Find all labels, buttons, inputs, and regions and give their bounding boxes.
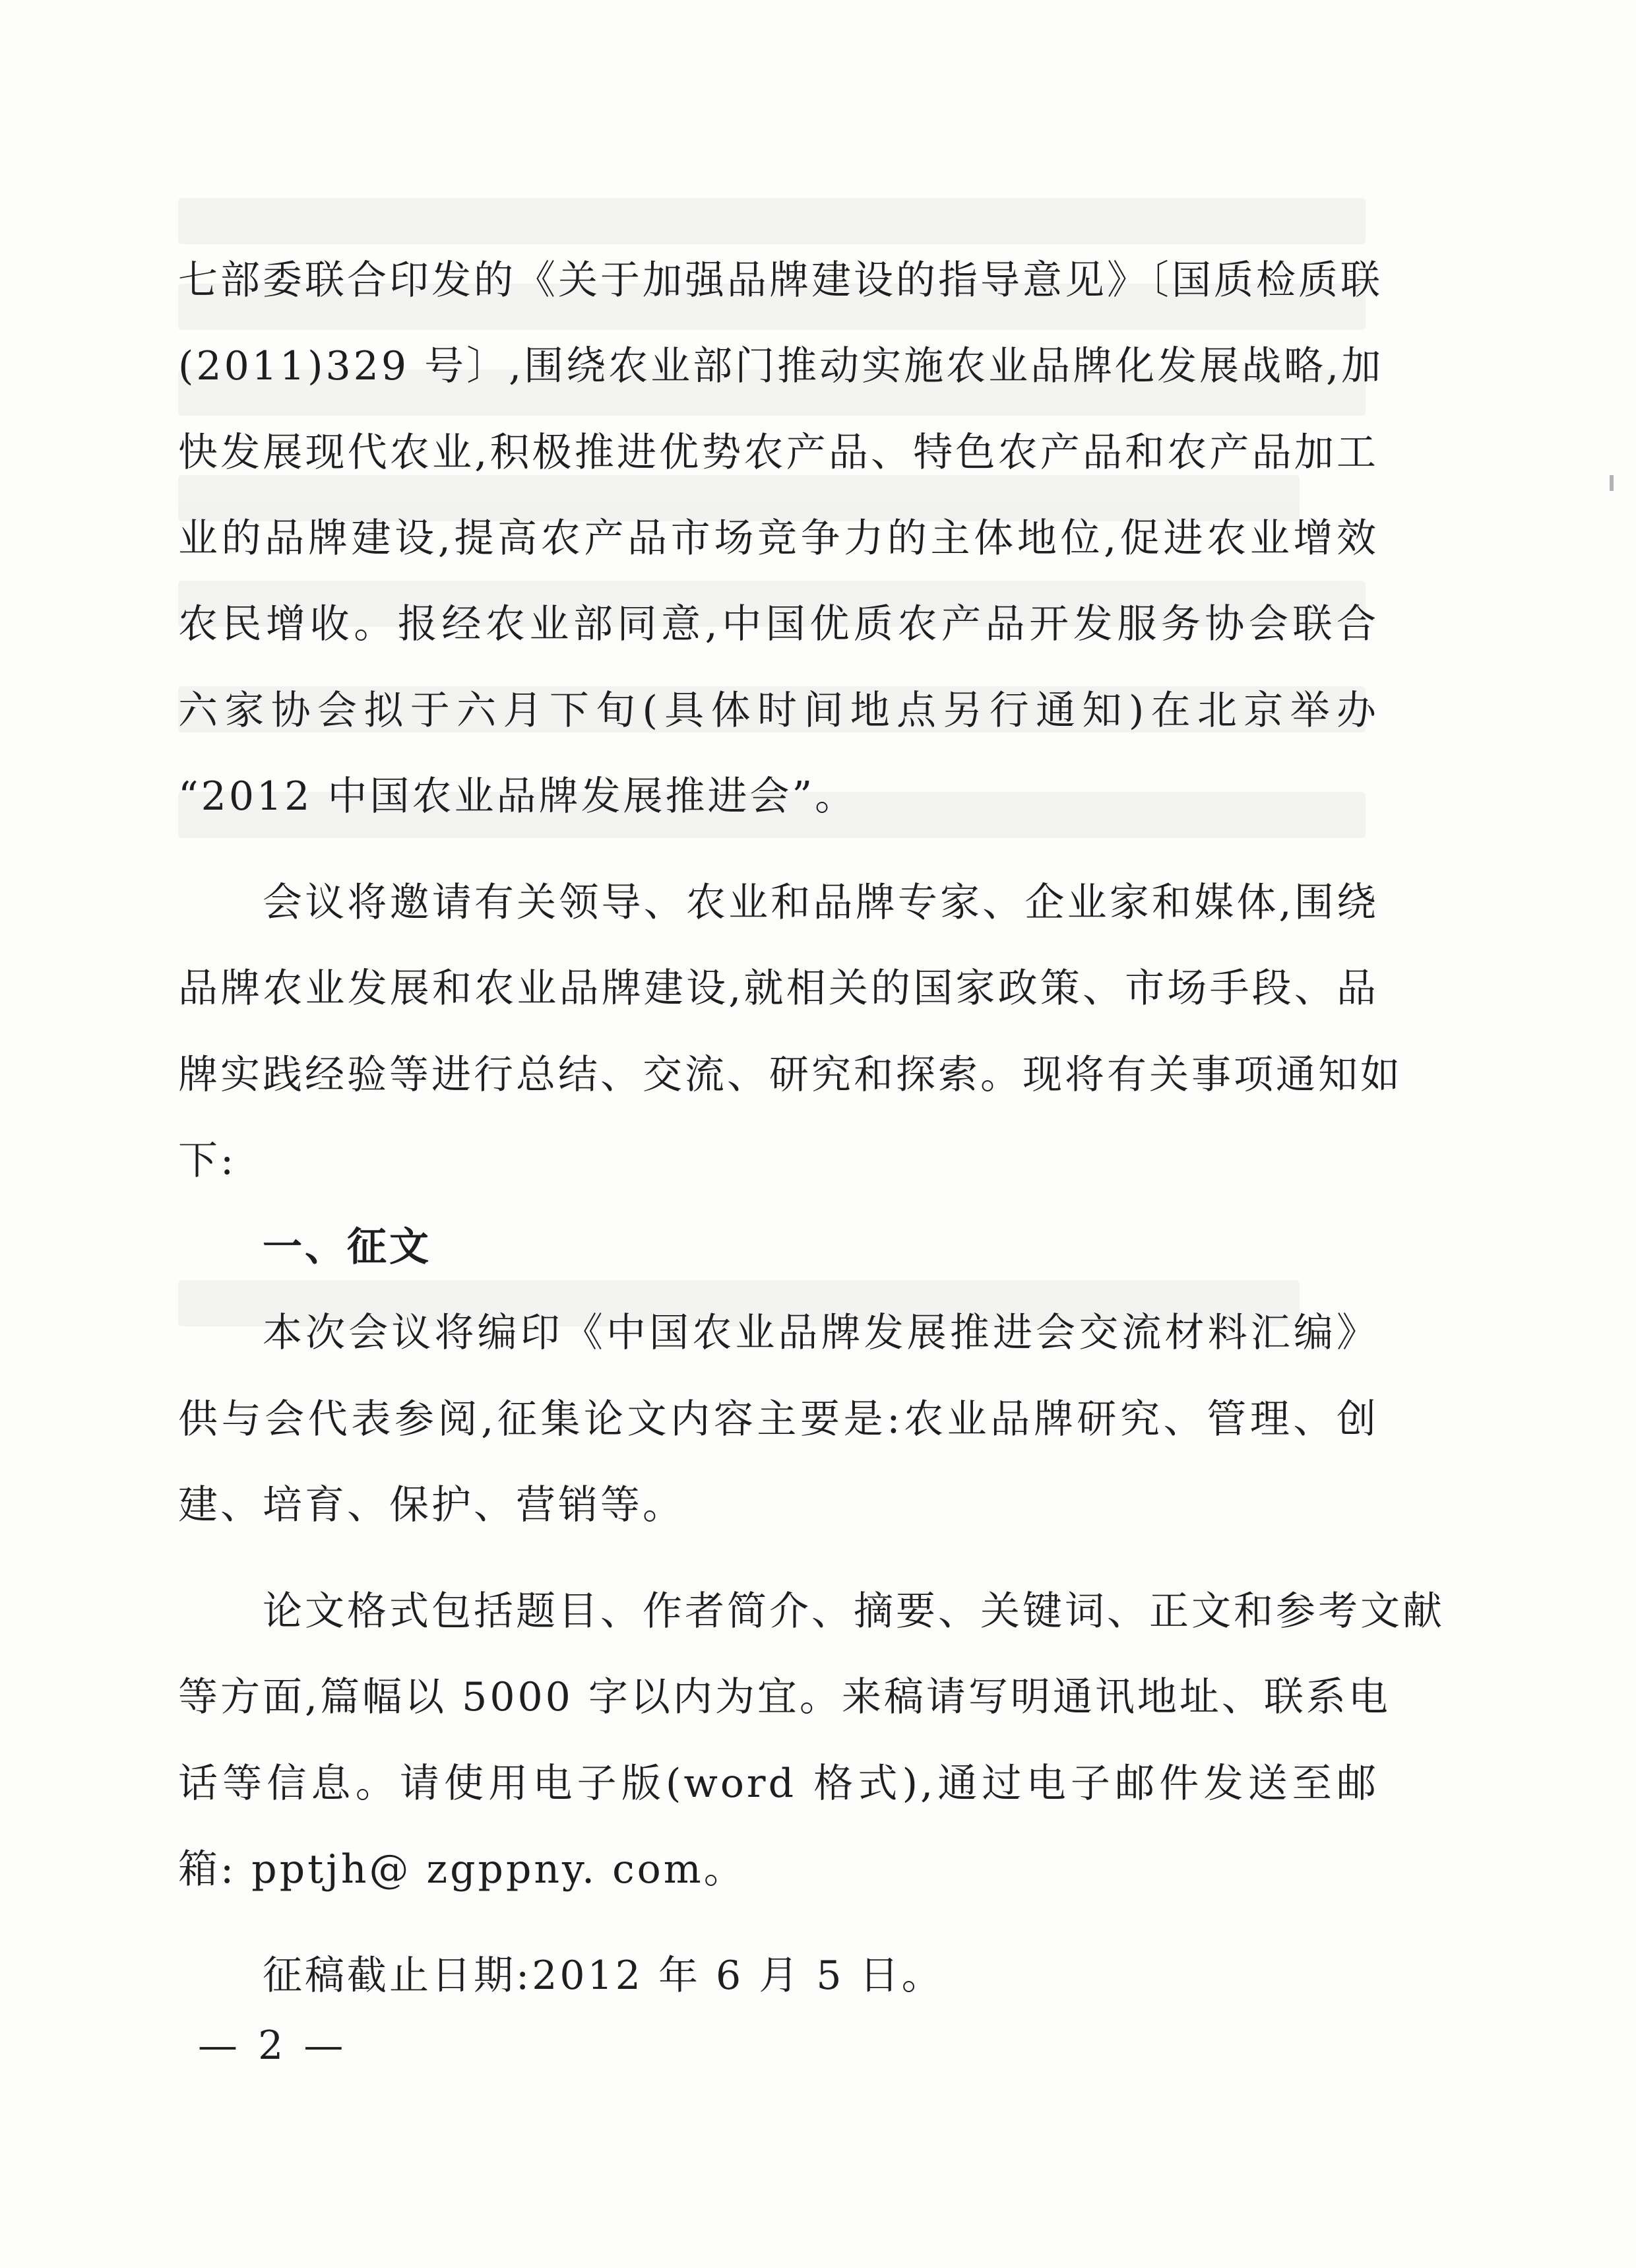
body-line: 七部委联合印发的《关于加强品牌建设的指导意见》〔国质检质联 [178,257,1383,304]
body-line: 本次会议将编印《中国农业品牌发展推进会交流材料汇编》 [263,1310,1379,1356]
body-line: (2011)329 号〕,围绕农业部门推动实施农业品牌化发展战略,加 [178,343,1384,389]
body-line: 六家协会拟于六月下旬(具体时间地点另行通知)在北京举办 [178,688,1379,734]
body-line: 供与会代表参阅,征集论文内容主要是:农业品牌研究、管理、创 [178,1396,1379,1442]
email-line: 箱: pptjh@ zgppny. com。 [178,1846,746,1893]
page-number: — 2 — [198,2023,348,2069]
body-line: 话等信息。请使用电子版(word 格式),通过电子邮件发送至邮 [178,1761,1379,1807]
body-line: “2012 中国农业品牌发展推进会”。 [178,773,858,820]
body-line: 品牌农业发展和农业品牌建设,就相关的国家政策、市场手段、品 [178,965,1379,1012]
body-line: 建、培育、保护、营销等。 [178,1482,685,1528]
section-heading: 一、征文 [263,1224,431,1270]
body-line: 下: [178,1138,237,1184]
body-line: 牌实践经验等进行总结、交流、研究和探索。现将有关事项通知如 [178,1052,1402,1098]
body-line: 快发展现代农业,积极推进优势农产品、特色农产品和农产品加工 [178,430,1379,476]
scan-edge-mark [1610,475,1614,491]
body-line: 论文格式包括题目、作者简介、摘要、关键词、正文和参考文献 [263,1588,1445,1635]
deadline-line: 征稿截止日期:2012 年 6 月 5 日。 [263,1953,944,1999]
body-line: 农民增收。报经农业部同意,中国优质农产品开发服务协会联合 [178,601,1379,647]
body-line: 业的品牌建设,提高农产品市场竞争力的主体地位,促进农业增效 [178,515,1379,562]
body-line: 等方面,篇幅以 5000 字以内为宜。来稿请写明通讯地址、联系电 [178,1674,1391,1720]
body-line: 会议将邀请有关领导、农业和品牌专家、企业家和媒体,围绕 [263,880,1379,926]
